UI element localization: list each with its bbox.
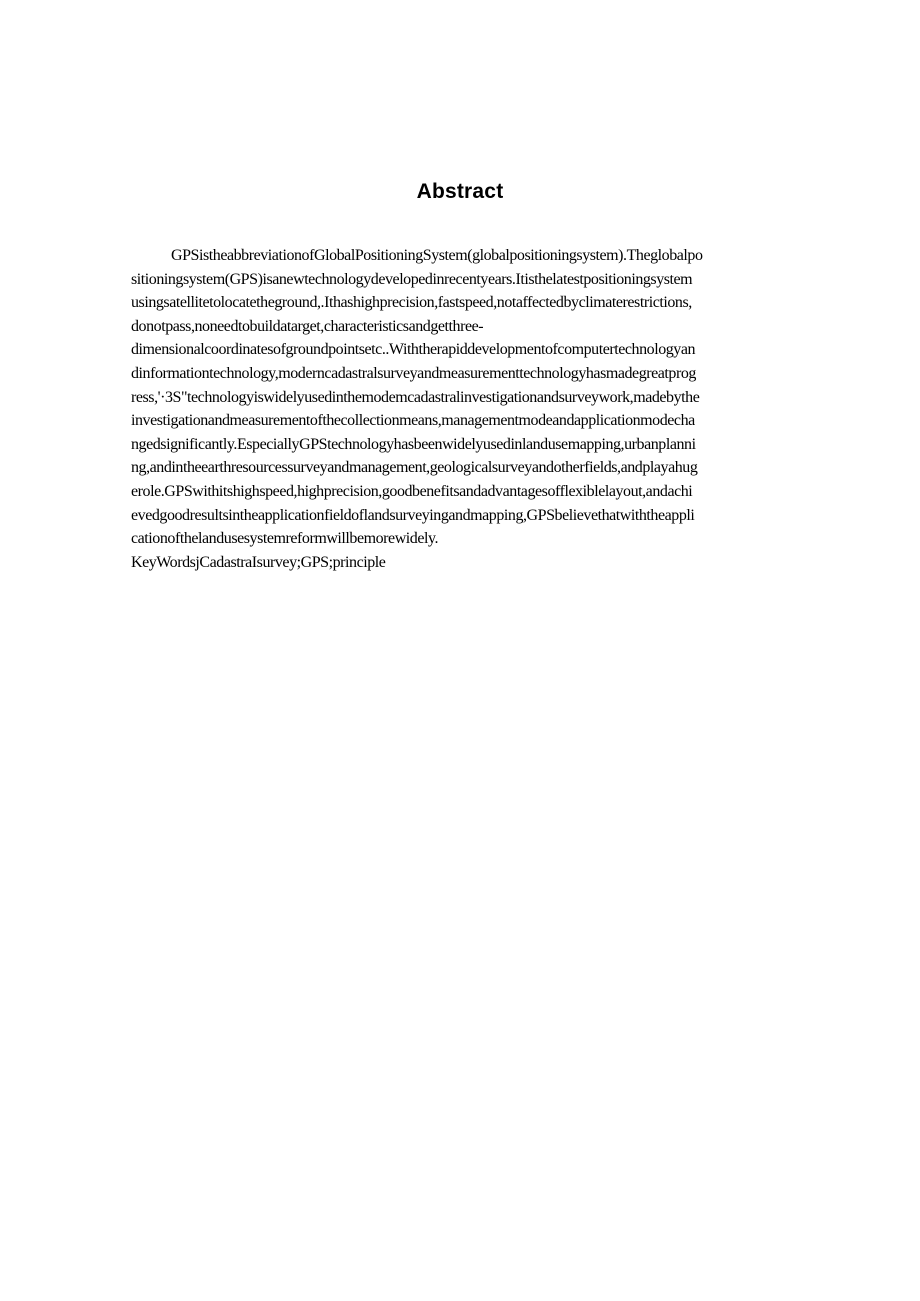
abstract-line: ngedsignificantly.EspeciallyGPStechnologyhasbeenwidelyusedinlandusemapping,urbanplanni xyxy=(131,435,696,453)
abstract-line: donotpass,noneedtobuildatarget,characteristicsandgetthree- xyxy=(131,317,484,335)
abstract-line: dimensionalcoordinatesofgroundpointsetc..Withtherapiddevelopmentofcomputertechnologyan xyxy=(131,341,696,359)
abstract-line: sitioningsystem(GPS)isanewtechnologydevelopedinrecentyears.Itisthelatestpositioningsystem xyxy=(131,270,693,288)
abstract-line: usingsatellitetolocatetheground,.Ithashighprecision,fastspeed,notaffectedbyclimaterestrictions, xyxy=(131,294,692,312)
keywords-line: KeyWordsjCadastraIsurvey;GPS;principle xyxy=(131,553,386,571)
abstract-body xyxy=(131,244,833,574)
abstract-line: ng,andintheearthresourcessurveyandmanagement,geologicalsurveyandotherfields,andplayahug xyxy=(131,459,698,477)
abstract-line: investigationandmeasurementofthecollectionmeans,managementmodeandapplicationmodecha xyxy=(131,412,695,430)
abstract-line: GPSistheabbreviationofGlobalPositioningSystem(globalpositioningsystem).Theglobalpo xyxy=(171,247,703,264)
abstract-line: evedgoodresultsintheapplicationfieldoflandsurveyingandmapping,GPSbelievethatwiththeappli xyxy=(131,506,695,524)
abstract-line: dinformationtechnology,moderncadastralsurveyandmeasurementtechnologyhasmadegreatprog xyxy=(131,364,696,382)
abstract-line: ress,'·3S"technologyiswidelyusedinthemodemcadastralinvestigationandsurveywork,madebythe xyxy=(131,388,700,406)
abstract-line: erole.GPSwithitshighspeed,highprecision,goodbenefitsandadvantagesofflexiblelayout,andachi xyxy=(131,482,693,500)
abstract-line: cationofthelandusesystemreformwillbemorewidely. xyxy=(131,530,439,548)
abstract-heading: Abstract xyxy=(416,180,504,203)
